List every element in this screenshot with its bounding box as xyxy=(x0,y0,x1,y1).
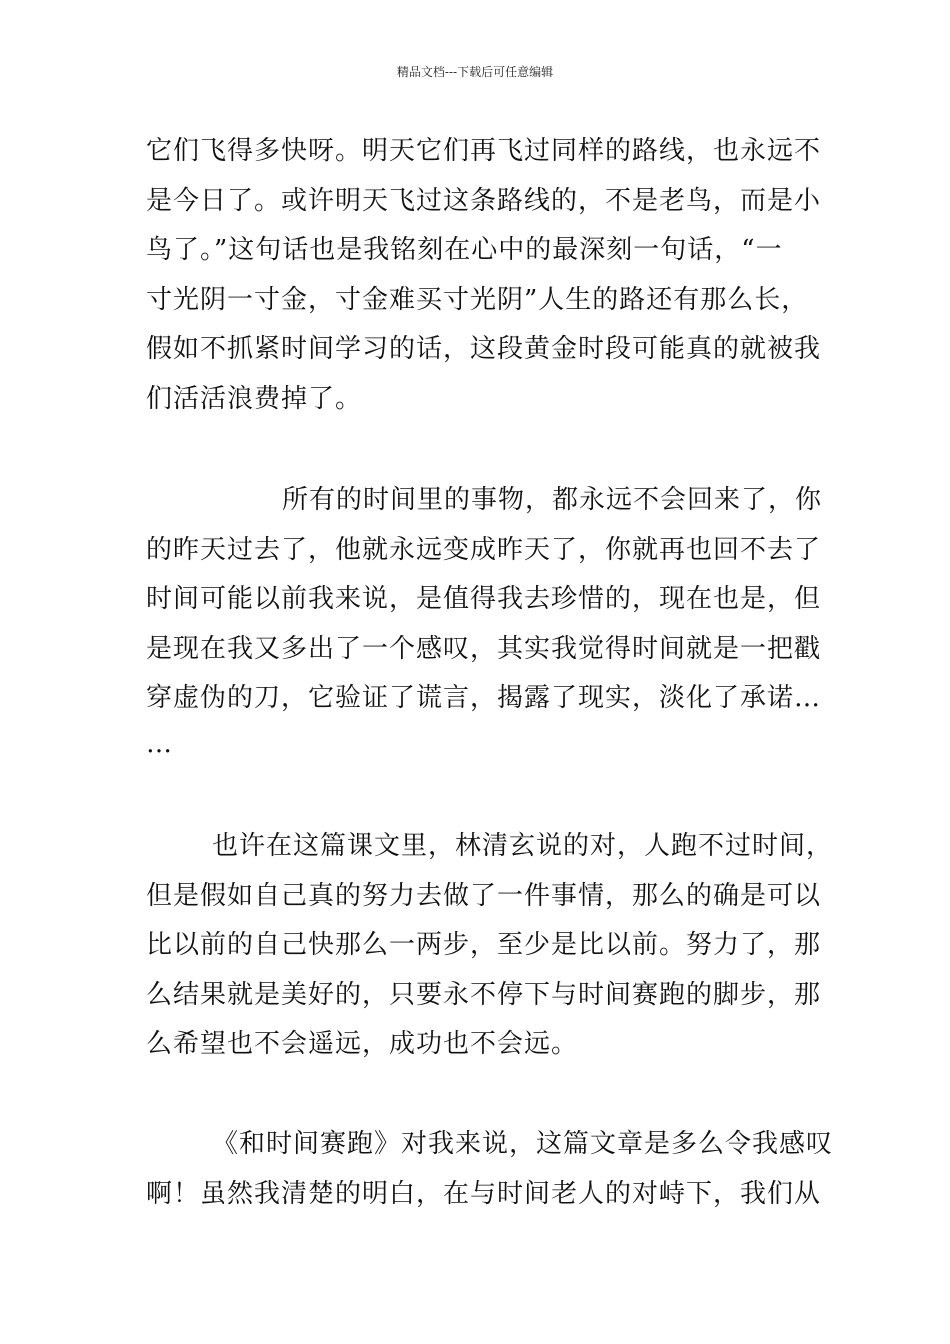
text-line: 的昨天过去了，他就永远变成昨天了，你就再也回不去了 xyxy=(146,534,822,565)
paragraph-1 xyxy=(146,127,822,424)
text-line: 《和时间赛跑》对我来说，这篇文章是多么令我感叹 xyxy=(212,1129,834,1159)
text-line: 比以前的自己快那么一两步，至少是比以前。努力了，那 xyxy=(146,930,822,960)
text-line: 也许在这篇课文里，林清玄说的对，人跑不过时间， xyxy=(212,831,834,861)
text-line: 们活活浪费掉了。 xyxy=(146,383,363,414)
paragraph-4 xyxy=(146,1120,834,1219)
text-line: 是今日了。或许明天飞过这条路线的，不是老鸟，而是小 xyxy=(146,185,822,216)
text-line: 啊！虽然我清楚的明白，在与时间老人的对峙下，我们从 xyxy=(146,1178,822,1209)
paragraph-3 xyxy=(146,822,834,1070)
paragraph-2 xyxy=(146,476,823,764)
text-line: 时间可能以前我来说，是值得我去珍惜的，现在也是，但 xyxy=(146,584,822,614)
text-line: 寸光阴一寸金，寸金难买寸光阴”人生的路还有那么长， xyxy=(146,284,809,315)
text-line: 么希望也不会遥远，成功也不会远。 xyxy=(146,1029,579,1059)
text-line: 所有的时间里的事物，都永远不会回来了，你 xyxy=(282,485,823,515)
text-line: 穿虚伪的刀，它验证了谎言，揭露了现实，淡化了承诺… xyxy=(146,683,822,713)
page-header: 精品文档---下载后可任意编辑 xyxy=(396,65,554,79)
text-line: … xyxy=(146,728,173,759)
text-line: 但是假如自己真的努力去做了一件事情，那么的确是可以 xyxy=(146,880,822,911)
text-line: 么结果就是美好的，只要永不停下与时间赛跑的脚步，那 xyxy=(146,979,822,1010)
text-line: 假如不抓紧时间学习的话，这段黄金时段可能真的就被我 xyxy=(146,334,822,364)
text-line: 是现在我又多出了一个感叹，其实我觉得时间就是一把戳 xyxy=(146,633,822,664)
text-line: 它们飞得多快呀。明天它们再飞过同样的路线，也永远不 xyxy=(146,136,822,166)
text-line: 鸟了。”这句话也是我铭刻在心中的最深刻一句话，“一 xyxy=(146,235,783,265)
